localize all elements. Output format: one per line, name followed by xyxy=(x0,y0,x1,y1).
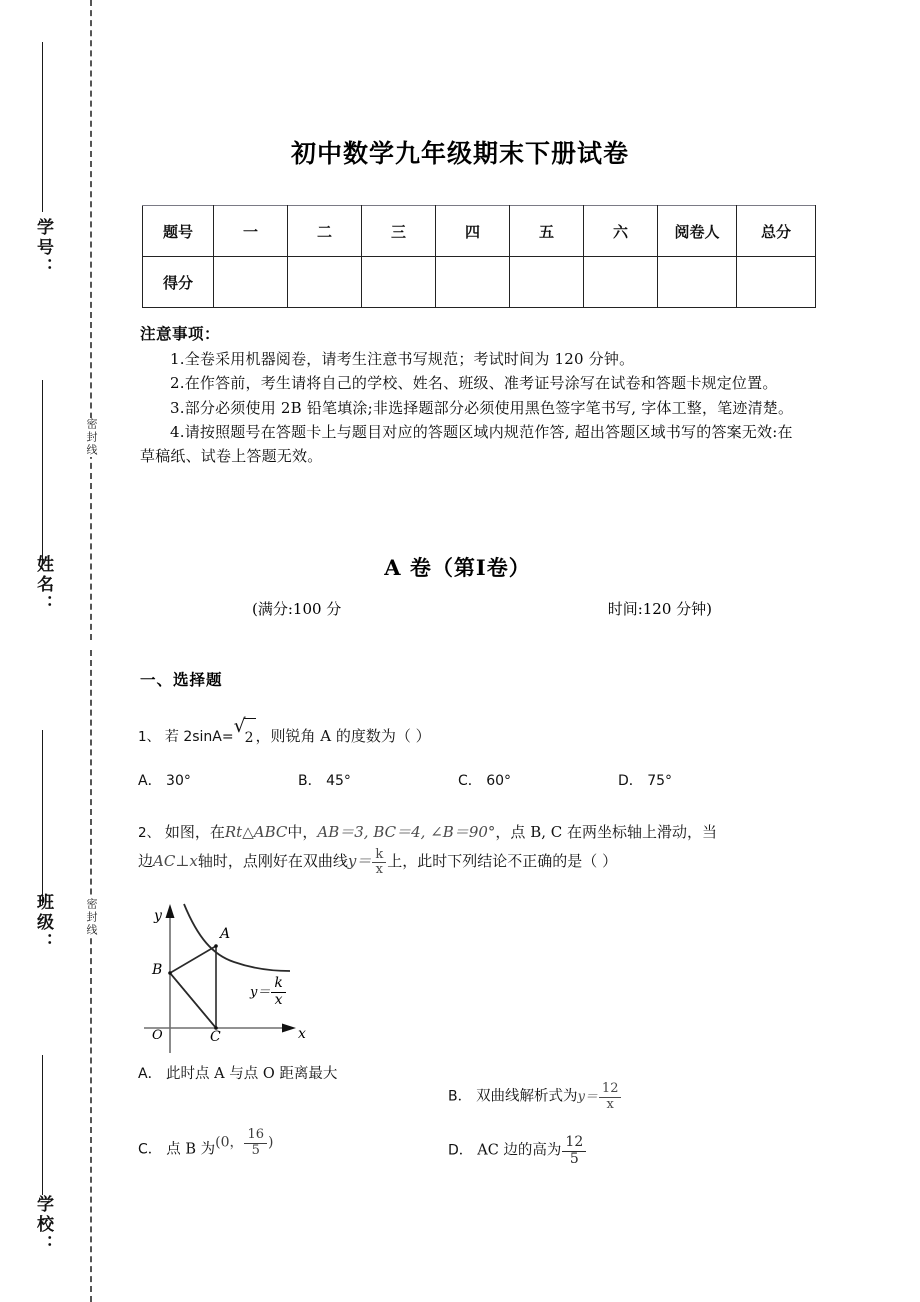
option-a-text: 30° xyxy=(166,773,191,789)
seal-rule-line-2 xyxy=(42,380,43,565)
question-2-part6: 上，此时下列结论不正确的是（ ） xyxy=(387,852,618,871)
seal-line-label-bottom: 密封线 xyxy=(82,898,99,937)
notice-block xyxy=(140,322,802,468)
option-d-key: D． xyxy=(618,773,643,789)
coordinate-diagram xyxy=(138,898,338,1058)
figure-label-a: A xyxy=(220,926,231,942)
score-cell-4[interactable] xyxy=(436,257,510,308)
notice-title: 注意事项： xyxy=(140,324,221,343)
notice-item-4: 4.请按照题号在答题卡上与题目对应的答题区域内规范作答, 超出答题区域书写的答案无效:在草稿纸、试卷上答题无效。 xyxy=(140,422,793,466)
seal-rule-line-1 xyxy=(42,42,43,212)
notice-item-2: 2.在作答前，考生请将自己的学校、姓名、班级、准考证号涂写在试卷和答题卡规定位置。 xyxy=(170,374,778,393)
q2-option-b-fraction xyxy=(599,1082,622,1112)
score-table-row-label-2: 得分 xyxy=(143,257,214,308)
sqrt-icon: √ 2 xyxy=(233,715,254,746)
exam-meta xyxy=(252,598,712,619)
score-table-col-2: 二 xyxy=(288,206,362,257)
notice-item-1: 1.全卷采用机器阅卷，请考生注意书写规范；考试时间为 120 分钟。 xyxy=(170,350,635,368)
score-table-col-4: 四 xyxy=(436,206,510,257)
question-1-tail: ，则锐角 A 的度数为（ ） xyxy=(255,727,431,745)
question-2-ac-perp: AC⊥x xyxy=(153,852,198,871)
score-cell-3[interactable] xyxy=(362,257,436,308)
school-label: 学校： xyxy=(33,1195,53,1255)
q2-option-c-fraction xyxy=(244,1128,267,1158)
question-1-option-d[interactable] xyxy=(618,770,778,790)
q2-option-c-coordinate xyxy=(215,1128,273,1158)
question-2-option-c[interactable] xyxy=(138,1127,274,1165)
seal-margin xyxy=(0,0,130,1302)
question-2-bc: BC＝4, xyxy=(373,823,426,841)
figure-label-y: y xyxy=(154,908,162,924)
score-cell-2[interactable] xyxy=(288,257,362,308)
question-1-options xyxy=(138,770,788,790)
question-2-part2: 中， xyxy=(287,823,318,841)
table-row-scores xyxy=(143,257,816,308)
option-c-text: 60° xyxy=(486,773,512,789)
question-2-ab: AB＝3, xyxy=(317,823,369,841)
point-b-dot xyxy=(168,971,172,975)
hyperbola-curve xyxy=(184,904,290,971)
figure-label-x: x xyxy=(298,1026,306,1042)
part-one-title: 一、选择题 xyxy=(140,670,223,689)
score-cell-6[interactable] xyxy=(584,257,658,308)
question-2-angle-b: ∠B＝90° xyxy=(430,823,496,841)
hyperbola-numerator: k xyxy=(375,846,384,862)
q2-option-d-denominator: 5 xyxy=(562,1151,586,1168)
figure-label-o: O xyxy=(152,1028,163,1043)
score-cell-total[interactable] xyxy=(737,257,816,308)
hyperbola-fraction xyxy=(372,848,386,878)
hyperbola-denominator: x xyxy=(372,862,386,878)
q2-option-c-close: ) xyxy=(268,1134,274,1151)
score-table-col-6: 六 xyxy=(584,206,658,257)
question-2-option-b[interactable] xyxy=(448,1082,622,1112)
score-table xyxy=(142,205,816,308)
q2-option-c-text: 点 B 为 xyxy=(166,1141,216,1158)
seal-dashed-line-top xyxy=(90,0,92,640)
q2-option-d-fraction xyxy=(562,1135,586,1167)
exam-sheet xyxy=(130,0,920,1302)
figure-curve-denominator: x xyxy=(271,992,285,1009)
triangle-icon: △ xyxy=(242,823,254,841)
q2-option-a-text: 此时点 A 与点 O 距离最大 xyxy=(166,1066,338,1082)
figure-label-c: C xyxy=(210,1029,221,1045)
question-1-option-b[interactable] xyxy=(298,770,458,790)
question-2-rt: Rt xyxy=(224,823,243,841)
seal-dashed-line-bottom xyxy=(90,650,92,1302)
question-1-stem xyxy=(138,715,778,751)
point-a-dot xyxy=(214,944,218,948)
option-b-key: B． xyxy=(298,773,322,789)
q2-option-c-numerator: 16 xyxy=(247,1127,265,1142)
question-2-part3: ，点 B, C 在两坐标轴上滑动，当 xyxy=(495,823,717,841)
q2-option-c-open: (0， xyxy=(215,1134,244,1151)
time-limit-label: 时间:120 分钟) xyxy=(607,600,712,618)
page-title: 初中数学九年级期末下册试卷 xyxy=(290,139,629,168)
question-1-option-a[interactable] xyxy=(138,770,298,790)
question-2-hyperbola-y: y＝ xyxy=(347,852,372,871)
student-id-label: 学号： xyxy=(33,218,53,278)
question-2-stem xyxy=(138,818,798,878)
option-a-key: A． xyxy=(138,773,162,789)
question-2-part4: 边 xyxy=(138,852,154,871)
question-2-option-d[interactable] xyxy=(448,1135,587,1167)
q2-option-b-denominator: x xyxy=(599,1097,622,1113)
score-cell-1[interactable] xyxy=(214,257,288,308)
y-axis-arrow xyxy=(166,904,175,918)
x-axis-arrow xyxy=(282,1024,296,1033)
question-1-lead: 若 2sinA= xyxy=(164,729,234,745)
option-c-key: C． xyxy=(458,773,482,789)
q2-option-b-key: B． xyxy=(448,1088,472,1105)
question-2-number: 2、 xyxy=(138,825,161,841)
q2-option-d-key: D． xyxy=(448,1142,473,1159)
score-table-row-label-1: 题号 xyxy=(143,206,214,257)
notice-item-3: 3.部分必须使用 2B 铅笔填涂;非选择题部分必须使用黑色签字笔书写, 字体工整，笔迹清楚。 xyxy=(170,398,794,417)
seal-rule-line-3 xyxy=(42,730,43,905)
figure-curve-label xyxy=(250,976,287,1008)
segment-ba xyxy=(170,946,216,973)
score-table-col-5: 五 xyxy=(510,206,584,257)
question-2-abc: ABC xyxy=(253,823,288,841)
figure-label-b: B xyxy=(152,962,163,978)
section-a-title: A 卷（第Ⅰ卷） xyxy=(384,555,531,580)
question-2-part5: 轴时，点刚好在双曲线 xyxy=(197,852,348,871)
table-row-header xyxy=(143,206,816,257)
q2-option-b-text: 双曲线解析式为 xyxy=(476,1088,578,1105)
q2-option-d-text: AC 边的高为 xyxy=(477,1142,562,1159)
question-1-radicand: 2 xyxy=(244,730,254,746)
question-2-part1: 如图，在 xyxy=(164,823,225,841)
score-table-col-1: 一 xyxy=(214,206,288,257)
q2-option-b-numerator: 12 xyxy=(601,1081,619,1096)
score-table-col-total: 总分 xyxy=(737,206,816,257)
q2-option-d-numerator: 12 xyxy=(565,1134,584,1150)
segment-b-foot xyxy=(170,973,216,1028)
seal-rule-line-4 xyxy=(42,1055,43,1195)
name-label: 姓名： xyxy=(33,555,53,615)
seal-line-label-top: 密封线 xyxy=(82,418,99,457)
figure-curve-y: y＝ xyxy=(250,984,271,1000)
option-d-text: 75° xyxy=(647,773,673,789)
full-score-label: (满分:100 分 xyxy=(252,600,342,618)
q2-option-b-eq: y＝ xyxy=(577,1089,598,1105)
question-1-option-c[interactable] xyxy=(458,770,618,790)
score-table-col-grader: 阅卷人 xyxy=(658,206,737,257)
figure-curve-numerator: k xyxy=(274,975,283,991)
q2-option-a-key: A． xyxy=(138,1066,162,1082)
figure-curve-fraction xyxy=(271,976,285,1008)
q2-option-c-denominator: 5 xyxy=(244,1143,267,1159)
option-b-text: 45° xyxy=(326,773,351,789)
question-2-option-a[interactable] xyxy=(138,1062,337,1083)
question-1-number: 1、 xyxy=(138,729,161,745)
question-2-figure xyxy=(138,898,338,1058)
score-cell-grader[interactable] xyxy=(658,257,737,308)
q2-option-c-key: C． xyxy=(138,1141,162,1158)
score-cell-5[interactable] xyxy=(510,257,584,308)
class-label: 班级： xyxy=(33,893,53,953)
score-table-col-3: 三 xyxy=(362,206,436,257)
